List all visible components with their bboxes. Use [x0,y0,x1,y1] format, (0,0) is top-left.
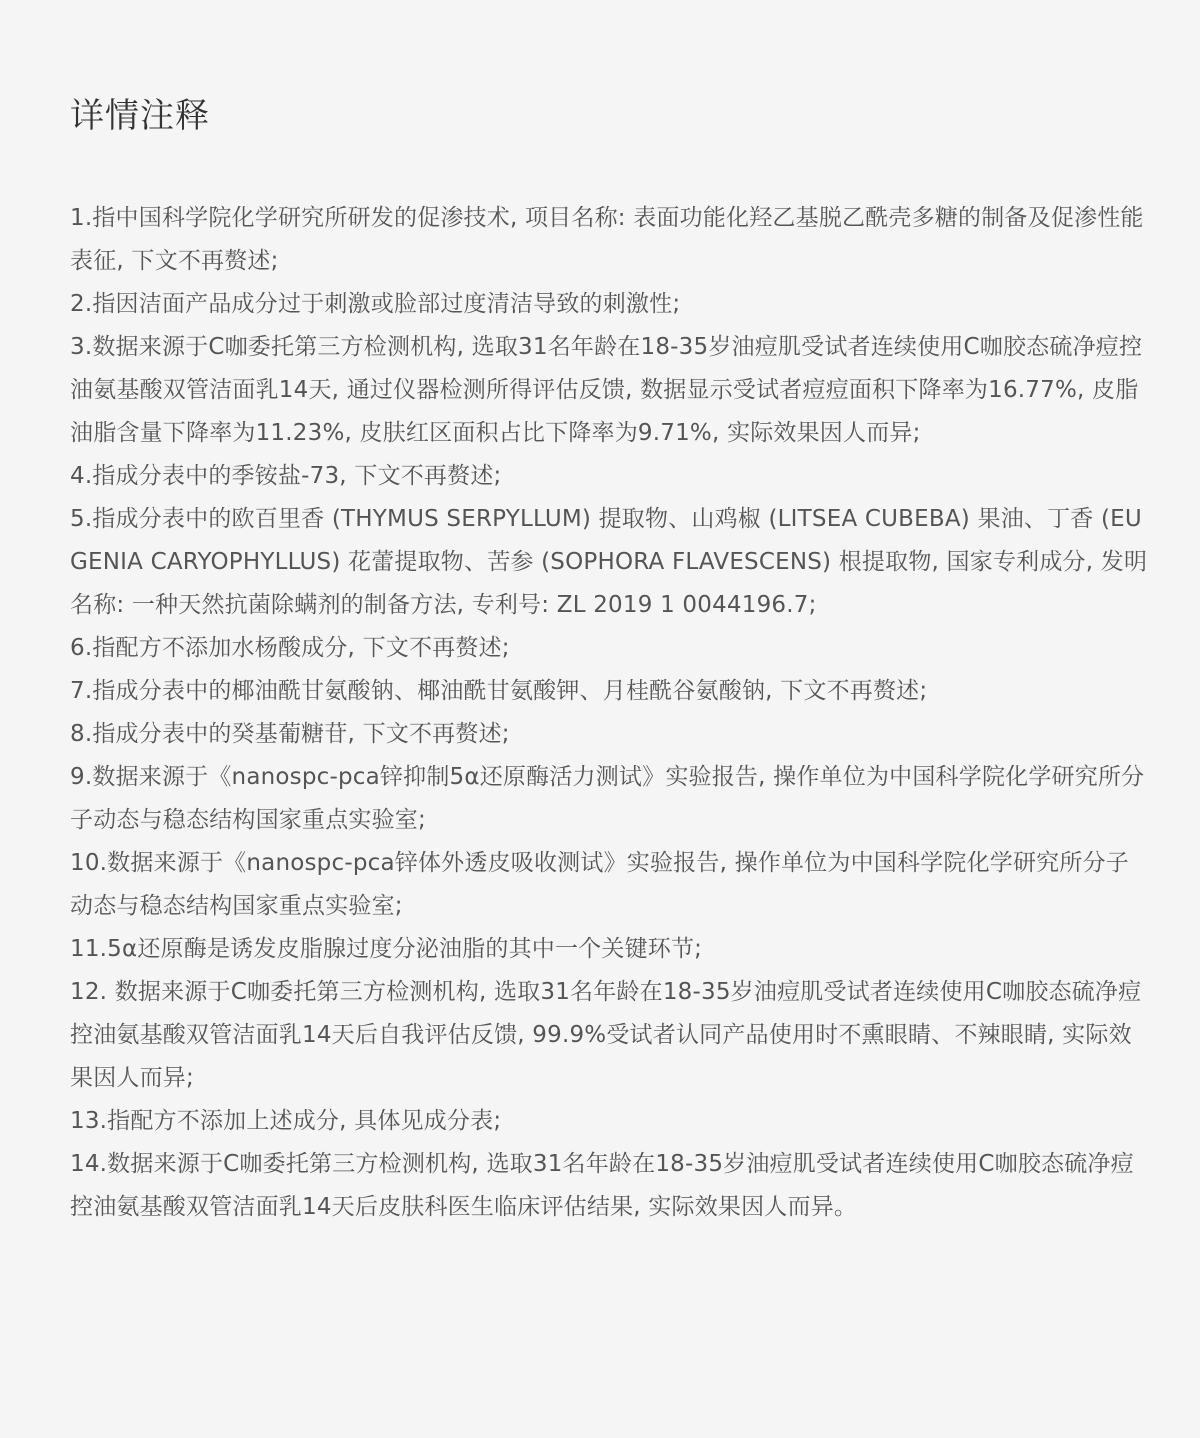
note-item-5: 5.指成分表中的欧百里香 (THYMUS SERPYLLUM) 提取物、山鸡椒 (LITSEA CUBEBA) 果油、丁香 (EUGENIA CARYOPHYLLUS) 花蕾提取物、苦参 (SOPHORA FLAVESCENS) 根提取物, 国家专利成分, 发明名称: 一种天然抗菌除螨剂的制备方法, 专利号: ZL 2019 1 0044196.7; [70,506,1148,618]
page-title: 详情注释 [70,96,210,136]
notes-list [70,197,1148,1229]
note-item-2: 2.指因洁面产品成分过于刺激或脸部过度清洁导致的刺激性; [70,291,681,317]
note-item-8: 8.指成分表中的癸基葡糖苷, 下文不再赘述; [70,721,510,747]
note-item-10: 10.数据来源于《nanospc-pca锌体外透皮吸收测试》实验报告, 操作单位为中国科学院化学研究所分子动态与稳态结构国家重点实验室; [70,850,1129,919]
note-item-14: 14.数据来源于C咖委托第三方检测机构, 选取31名年龄在18-35岁油痘肌受试者连续使用C咖胶态硫净痘控油氨基酸双管洁面乳14天后皮肤科医生临床评估结果, 实际效果因人而异。 [70,1151,1134,1220]
note-item-3: 3.数据来源于C咖委托第三方检测机构, 选取31名年龄在18-35岁油痘肌受试者连续使用C咖胶态硫净痘控油氨基酸双管洁面乳14天, 通过仪器检测所得评估反馈, 数据显示受试者痘痘面积下降率为16.77%, 皮脂油脂含量下降率为11.23%, 皮肤红区面积占比下降率为9.71%, 实际效果因人而异; [70,334,1143,446]
note-item-1: 1.指中国科学院化学研究所研发的促渗技术, 项目名称: 表面功能化羟乙基脱乙酰壳多糖的制备及促渗性能表征, 下文不再赘述; [70,205,1144,274]
note-item-11: 11.5α还原酶是诱发皮脂腺过度分泌油脂的其中一个关键环节; [70,936,703,962]
note-item-13: 13.指配方不添加上述成分, 具体见成分表; [70,1108,502,1134]
note-item-12: 12. 数据来源于C咖委托第三方检测机构, 选取31名年龄在18-35岁油痘肌受试者连续使用C咖胶态硫净痘控油氨基酸双管洁面乳14天后自我评估反馈, 99.9%受试者认同产品使用时不熏眼睛、不辣眼睛, 实际效果因人而异; [70,979,1142,1091]
note-item-7: 7.指成分表中的椰油酰甘氨酸钠、椰油酰甘氨酸钾、月桂酰谷氨酸钠, 下文不再赘述; [70,678,928,704]
note-item-4: 4.指成分表中的季铵盐-73, 下文不再赘述; [70,463,502,489]
note-item-9: 9.数据来源于《nanospc-pca锌抑制5α还原酶活力测试》实验报告, 操作单位为中国科学院化学研究所分子动态与稳态结构国家重点实验室; [70,764,1145,833]
note-item-6: 6.指配方不添加水杨酸成分, 下文不再赘述; [70,635,510,661]
